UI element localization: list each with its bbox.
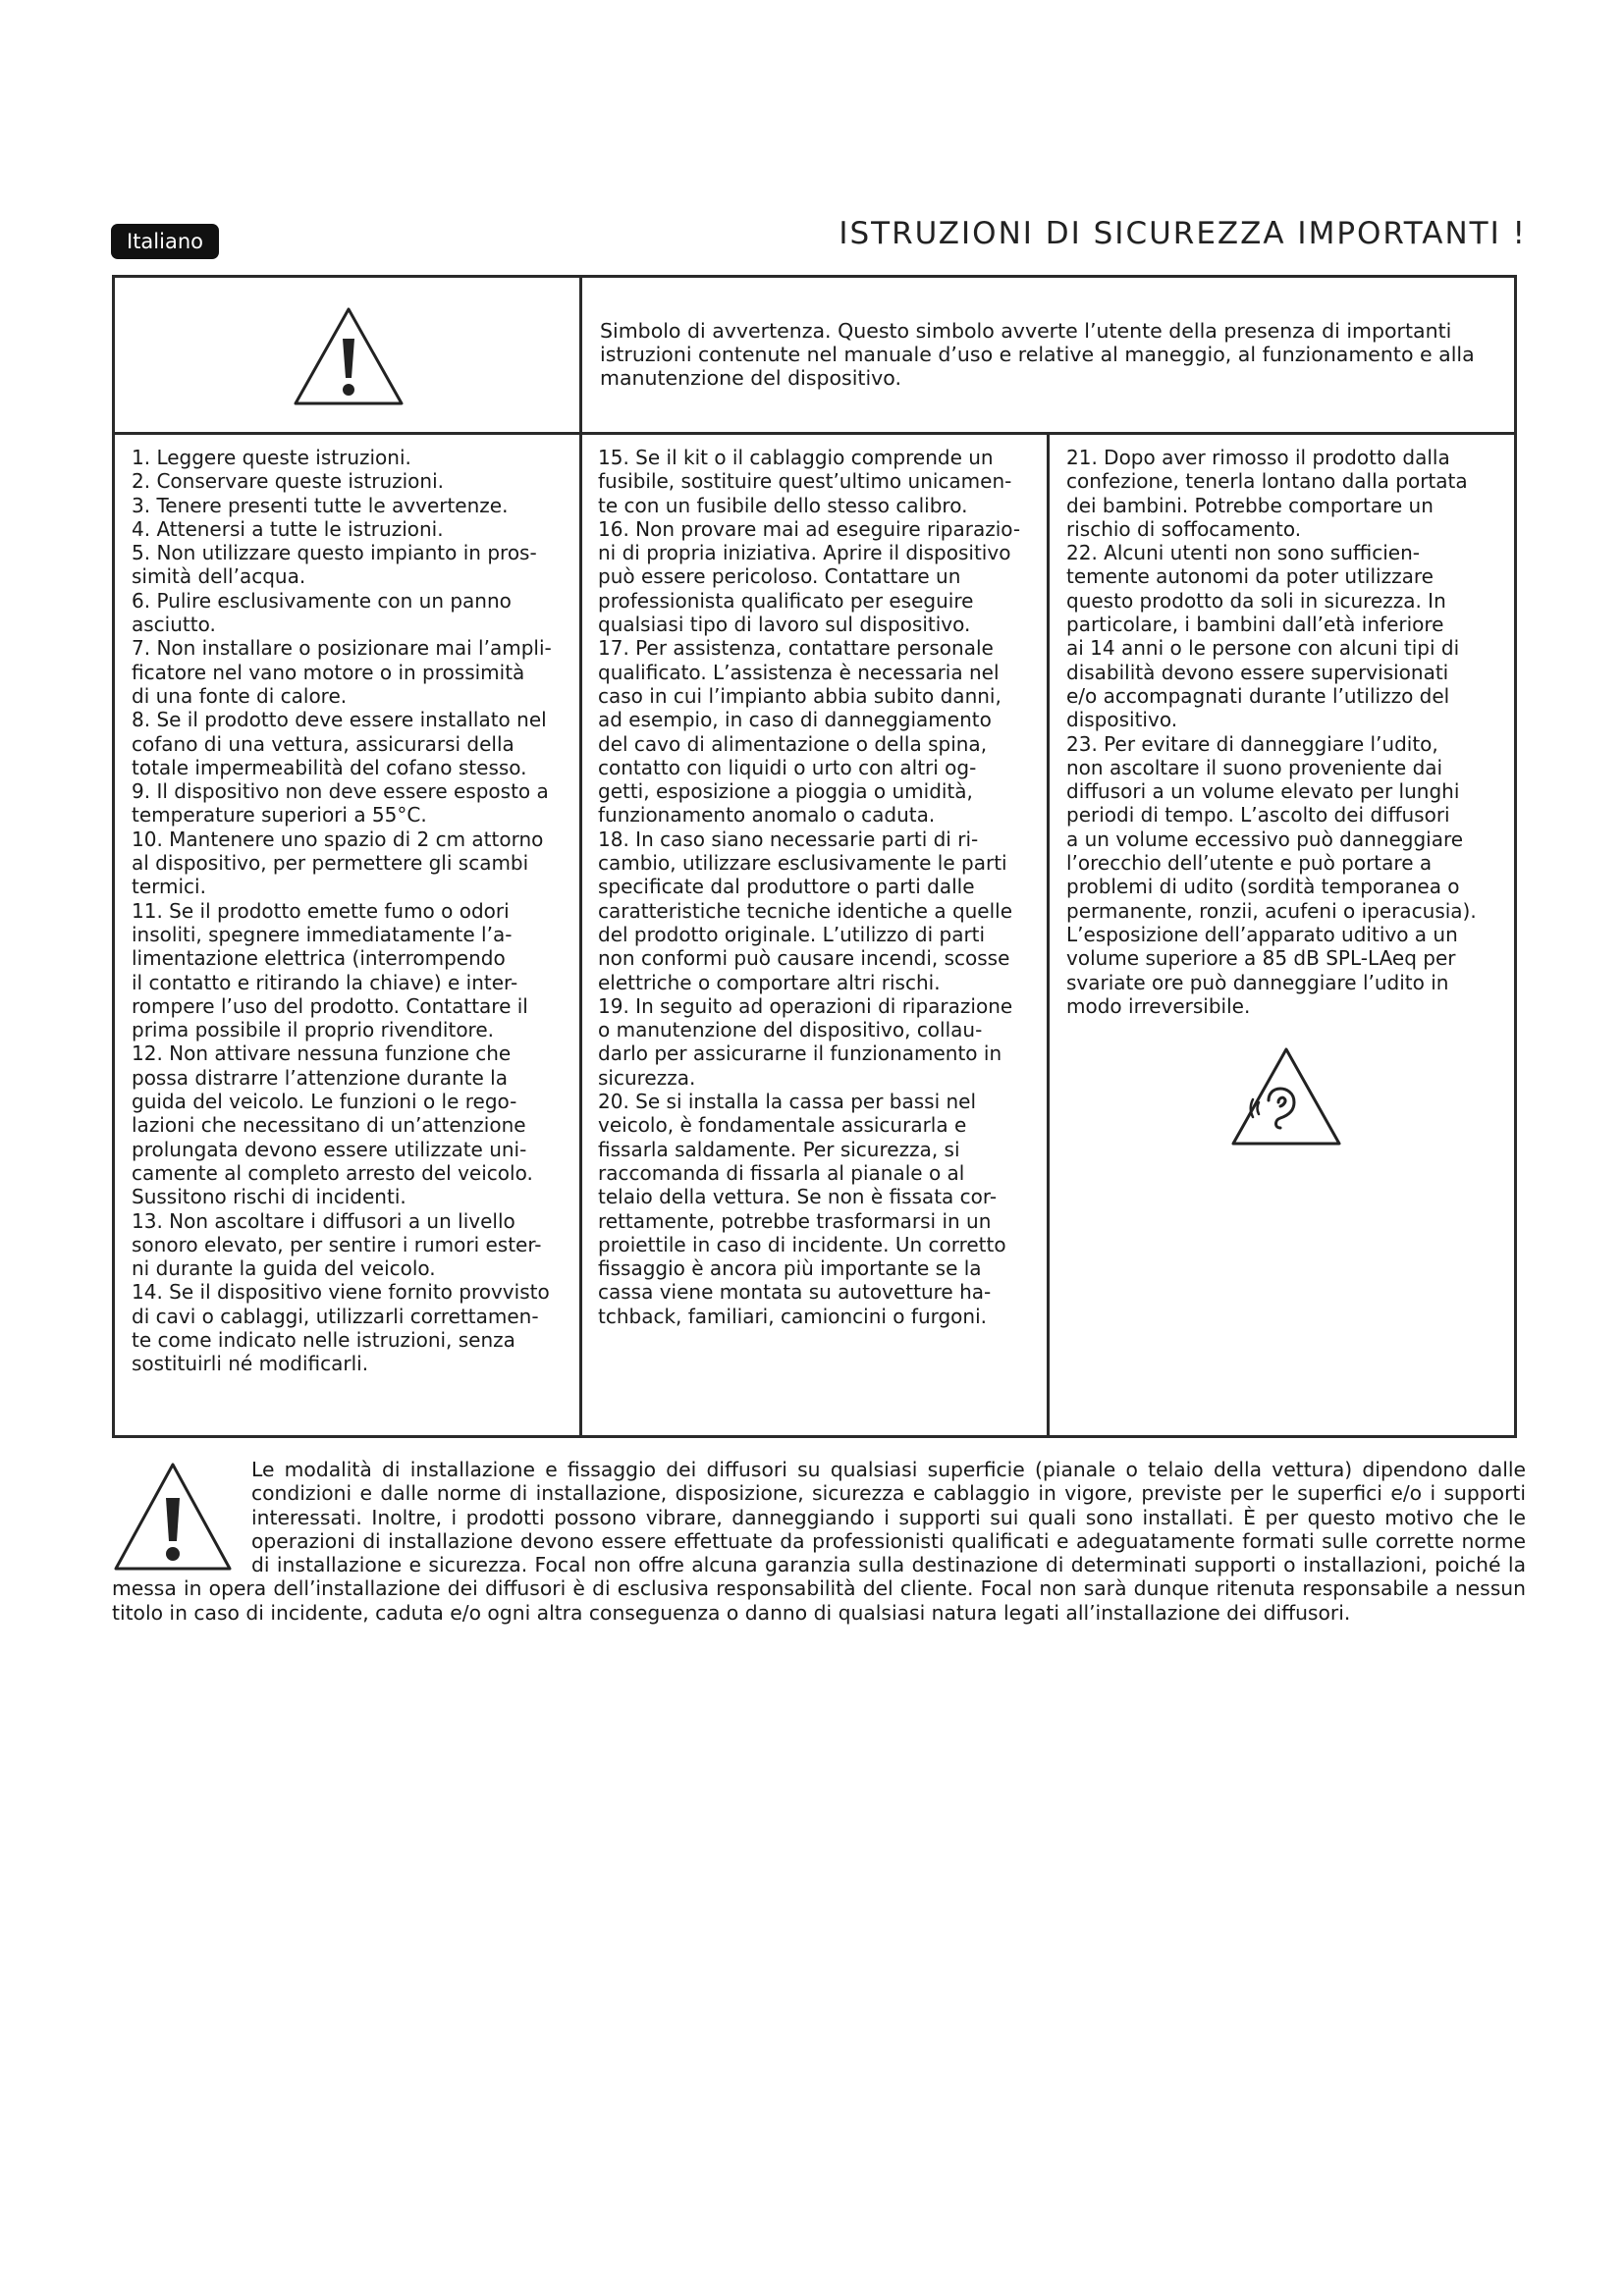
installation-disclaimer-text: Le modalità di installazione e fissaggio dei diffusori su qualsiasi superficie (pianale o telaio della vettura) dipendono dalle condizioni e dalle norme di installazione, disposizione, sicurezza e cablaggio in vigore, previste per le superfici e/o i supporti interessati. Inoltre, i prodotti possono vibrare, danneggiando i supporti sui quali sono installati. È per questo motivo che le operazioni di installazione devono essere effettuate da professionisti qualificati e adeguatamente formati sulle corrette norme di installazione e sicurezza. Focal non offre alcuna garanzia sulla destinazione di determinati supporti o installazioni, poiché la messa in opera dell’installazione dei diffusori è di esclusiva responsabilità del cliente. Focal non sarà dunque ritenuta responsabile a nessun titolo in caso di incidente, caduta e/o ogni altra conseguenza o danno di qualsiasi natura legati all’installazione dei diffusori. [112,1458,1526,1625]
safety-instructions-table [112,275,1517,1438]
icon-spacer [112,1458,251,1575]
warning-symbol-cell [115,278,582,435]
instructions-column-3: 21. Dopo aver rimosso il prodotto dalla confezione, tenerla lontano dalla portata dei bambini. Potrebbe comportare un rischio di soffocamento. 22. Alcuni utenti non sono sufficien- temente autonomi da poter utilizzare questo prodotto da soli in sicurezza. In particolare, i bambini dall’età inferiore ai 14 anni o le persone con alcuni tipi di disabilità devono essere supervisionati e/o accompagnati durante l’utilizzo del dispositivo. 23. Per evitare di danneggiare l’udito, non ascoltare il suono proveniente dai diffusori a un volume elevato per lunghi periodi di tempo. L’ascolto dei diffusori a un volume eccessivo può danneggiare l’orecchio dell’utente e può portare a problemi di udito (sordità temporanea o permanente, ronzii, acufeni o iperacusia). L’esposizione dell’apparato uditivo a un volume superiore a 85 dB SPL-LAeq per svariate ore può danneggiare l’udito in modo irreversibile. [1066,446,1477,1018]
warning-triangle-icon [292,305,406,407]
language-badge: Italiano [111,224,219,259]
column-divider [579,278,582,1435]
column-divider [1047,432,1050,1435]
warning-symbol-description: Simbolo di avvertenza. Questo simbolo avverte l’utente della presenza di importanti istruzioni contenute nel manuale d’uso e relative al maneggio, al funzionamento e alla manutenzione del dispositivo. [600,319,1475,390]
hearing-warning-icon [1229,1045,1343,1151]
page-title: ISTRUZIONI DI SICUREZZA IMPORTANTI ! [839,216,1527,251]
instructions-column-2: 15. Se il kit o il cablaggio comprende un fusibile, sostituire quest’ultimo unicamen- te con un fusibile dello stesso calibro. 16. Non provare mai ad eseguire riparazio- ni di propria iniziativa. Aprire il dispositivo può essere pericoloso. Contattare un professionista qualificato per eseguire qualsiasi tipo di lavoro sul dispositivo. 17. Per assistenza, contattare personale qualificato. L’assistenza è necessaria nel caso in cui l’impianto abbia subito danni, ad esempio, in caso di danneggiamento del cavo di alimentazione o della spina, contatto con liquidi o urto con altri og- getti, esposizione a pioggia o umidità, funzionamento anomalo o caduta. 18. In caso siano necessarie parti di ri- cambio, utilizzare esclusivamente le parti specificate dal produttore o parti dalle caratteristiche tecniche identiche a quelle del prodotto originale. L’utilizzo di parti non conformi può causare incendi, scosse elettriche o comportare altri rischi. 19. In seguito ad operazioni di riparazione o manutenzione del dispositivo, collau- darlo per assicurarne il funzionamento in sicurezza. 20. Se si installa la cassa per bassi nel veicolo, è fondamentale assicurarla e fissarla saldamente. Per sicurezza, si raccomanda di fissarla al pianale o al telaio della vettura. Se non è fissata cor- rettamente, potrebbe trasformarsi in un proiettile in caso di incidente. Un corretto fissaggio è ancora più importante se la cassa viene montata su autovetture ha- tchback, familiari, camioncini o furgoni. [598,446,1021,1328]
installation-disclaimer [112,1458,1526,1625]
instructions-column-1: 1. Leggere queste istruzioni. 2. Conservare queste istruzioni. 3. Tenere presenti tutte le avvertenze. 4. Attenersi a tutte le istruzioni. 5. Non utilizzare questo impianto in pros- simità dell’acqua. 6. Pulire esclusivamente con un panno asciutto. 7. Non installare o posizionare mai l’ampli- ficatore nel vano motore o in prossimità di una fonte di calore. 8. Se il prodotto deve essere installato nel cofano di una vettura, assicurarsi della totale impermeabilità del cofano stesso. 9. Il dispositivo non deve essere esposto a temperature superiori a 55°C. 10. Mantenere uno spazio di 2 cm attorno al dispositivo, per permettere gli scambi termici. 11. Se il prodotto emette fumo o odori insoliti, spegnere immediatamente l’a- limentazione elettrica (interrompendo il contatto e ritirando la chiave) e inter- rompere l’uso del prodotto. Contattare il prima possibile il proprio rivenditore. 12. Non attivare nessuna funzione che possa distrarre l’attenzione durante la guida del veicolo. Le funzioni o le rego- lazioni che necessitano di un’attenzione prolungata devono essere utilizzate uni- camente al completo arresto del veicolo. Sussitono rischi di incidenti. 13. Non ascoltare i diffusori a un livello sonoro elevato, per sentire i rumori ester- ni durante la guida del veicolo. 14. Se il dispositivo viene fornito provvisto di cavi o cablaggi, utilizzarli correttamen- te come indicato nelle istruzioni, senza sostituirli né modificarli. [132,446,552,1376]
